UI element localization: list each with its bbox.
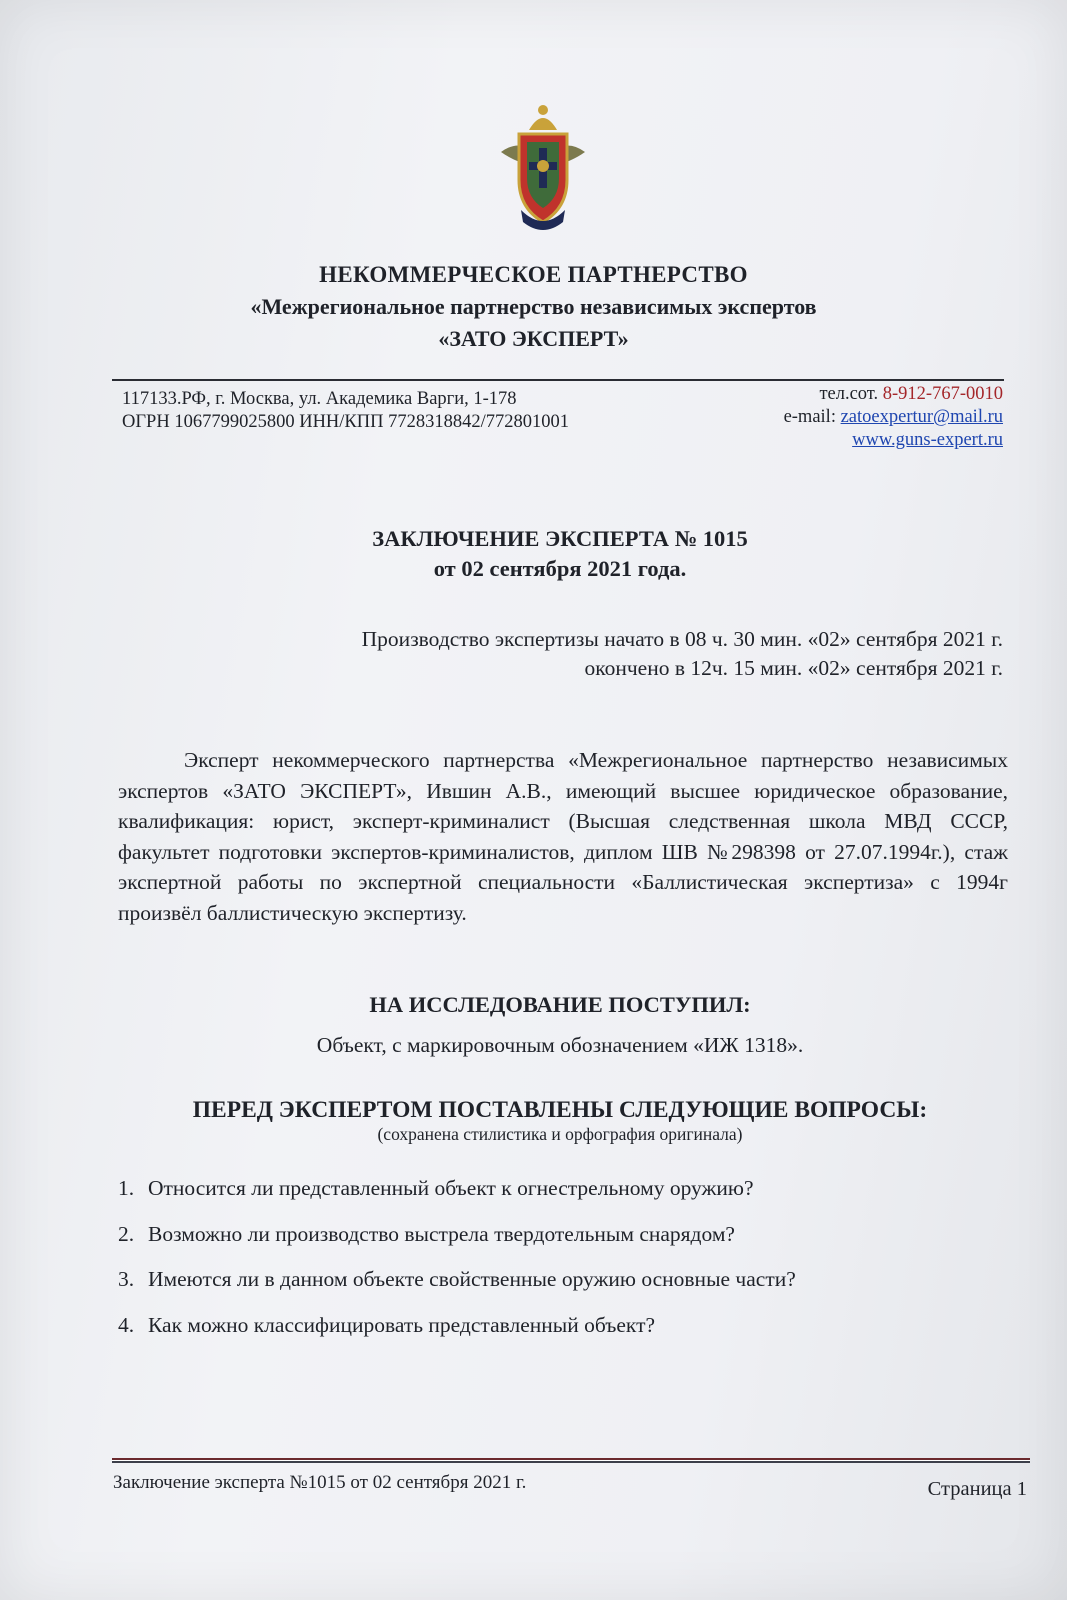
list-item [118, 1176, 796, 1222]
question-number: 1. [118, 1176, 135, 1200]
website-link[interactable]: www.guns-expert.ru [852, 430, 1003, 450]
list-item [118, 1222, 796, 1268]
phone-line [784, 383, 1003, 406]
list-item [118, 1267, 796, 1313]
question-text: Относится ли представленный объект к огнестрельному оружию? [148, 1176, 754, 1200]
email-line [784, 406, 1003, 429]
footer-doc-ref: Заключение эксперта №1015 от 02 сентября 2021 г. [113, 1472, 527, 1493]
page-number: Страница 1 [927, 1478, 1027, 1500]
website-line [784, 429, 1003, 452]
ogrn-line: ОГРН 1067799025800 ИНН/КПП 7728318842/772801001 [122, 412, 569, 432]
contact-block [784, 383, 1003, 452]
org-name-short: «ЗАТО ЭКСПЕРТ» [438, 326, 629, 351]
questions-list [118, 1176, 796, 1358]
intro-paragraph [118, 745, 1008, 928]
question-text: Возможно ли производство выстрела твердотельным снарядом? [148, 1221, 735, 1246]
list-item [118, 1313, 796, 1359]
phone-number: 8-912-767-0010 [882, 384, 1003, 404]
question-text: Как можно классифицировать представленный объект? [148, 1312, 656, 1337]
phone-label: тел.сот. [819, 384, 883, 404]
address-block [122, 388, 569, 434]
questions-heading: ПЕРЕД ЭКСПЕРТОМ ПОСТАВЛЕНЫ СЛЕДУЮЩИЕ ВОПРОСЫ: [192, 1097, 928, 1123]
header-divider [112, 379, 1004, 381]
production-end: окончено в 12ч. 15 мин. «02» сентября 2021 г. [584, 656, 1003, 680]
question-text: Имеются ли в данном объекте свойственные оружию основные части? [148, 1267, 796, 1291]
received-object: Объект, с маркировочным обозначением «ИЖ 1318». [316, 1033, 804, 1057]
address-line: 117133.РФ, г. Москва, ул. Академика Варги, 1-178 [122, 389, 517, 409]
question-number: 3. [118, 1267, 135, 1291]
intro-text: Эксперт некоммерческого партнерства «Межрегиональное партнерство независимых экспертов «ЗАТО ЭКСПЕРТ», Ившин А.В., имеющий высшее юридическое образование, квалификация: юрист, эксперт-криминалист (Высшая следственная школа МВД СССР, факультет подготовки экспертов-криминалистов, диплом ШВ №298398 от 27.07.1994г.), стаж экспертной работы по экспертной специальности «Баллистическая экспертиза» с 1994г произвёл баллистическую экспертизу. [118, 748, 1008, 925]
org-type-heading: НЕКОММЕРЧЕСКОЕ ПАРТНЕРСТВО [319, 262, 748, 287]
received-heading: НА ИССЛЕДОВАНИЕ ПОСТУПИЛ: [369, 992, 751, 1017]
email-label: e-mail: [783, 407, 841, 427]
footer-divider [112, 1458, 1030, 1463]
question-number: 4. [118, 1312, 135, 1337]
question-number: 2. [118, 1221, 135, 1246]
org-name-line: «Межрегиональное партнерство независимых экспертов [250, 294, 817, 319]
questions-note: (сохранена стилистика и орфография оригинала) [377, 1124, 743, 1144]
document-title: ЗАКЛЮЧЕНИЕ ЭКСПЕРТА № 1015 [372, 526, 748, 551]
document-date: от 02 сентября 2021 года. [433, 556, 687, 581]
emblem-logo [497, 100, 589, 236]
email-link[interactable]: zatoexpertur@mail.ru [840, 407, 1003, 427]
production-start: Производство экспертизы начато в 08 ч. 30 мин. «02» сентября 2021 г. [361, 627, 1003, 651]
